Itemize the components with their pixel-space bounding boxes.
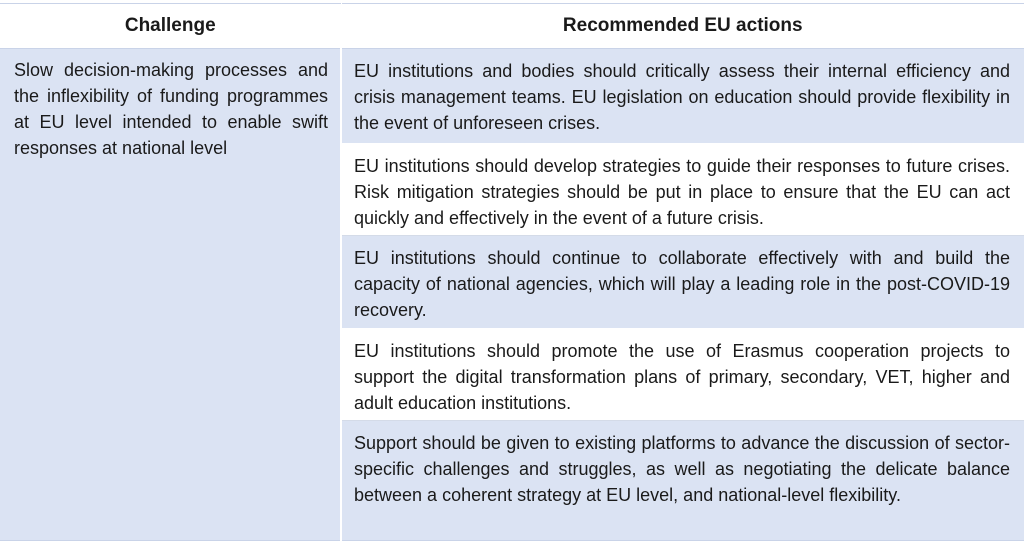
header-challenge: Challenge: [0, 4, 341, 49]
action-cell-5: Support should be given to existing platforms to advance the discussion of sector-specific challenges and struggles, as well as negotiating the delicate balance between a coherent strategy at EU level, and national-level flexibility.: [341, 421, 1024, 541]
table-header: [0, 4, 1024, 49]
action-cell-3: EU institutions should continue to collaborate effectively with and build the capacity of national agencies, which will play a leading role in the post-COVID-19 recovery.: [341, 236, 1024, 329]
header-row: [0, 4, 1024, 49]
header-recommended-actions: Recommended EU actions: [341, 4, 1024, 49]
table-row: [0, 49, 1024, 144]
table-body: [0, 49, 1024, 541]
challenge-cell: Slow decision-making processes and the inflexibility of funding programmes at EU level intended to enable swift responses at national level: [0, 49, 341, 541]
action-cell-4: EU institutions should promote the use of Erasmus cooperation projects to support the digital transformation plans of primary, secondary, VET, higher and adult education institutions.: [341, 329, 1024, 421]
action-cell-1: EU institutions and bodies should critically assess their internal efficiency and crisis management teams. EU legislation on education should provide flexibility in the event of unforeseen crises.: [341, 49, 1024, 144]
action-cell-2: EU institutions should develop strategies to guide their responses to future crises. Risk mitigation strategies should be put in place to ensure that the EU can act quickly and effectively in the event of a future crisis.: [341, 144, 1024, 236]
recommendations-table: [0, 3, 1024, 541]
